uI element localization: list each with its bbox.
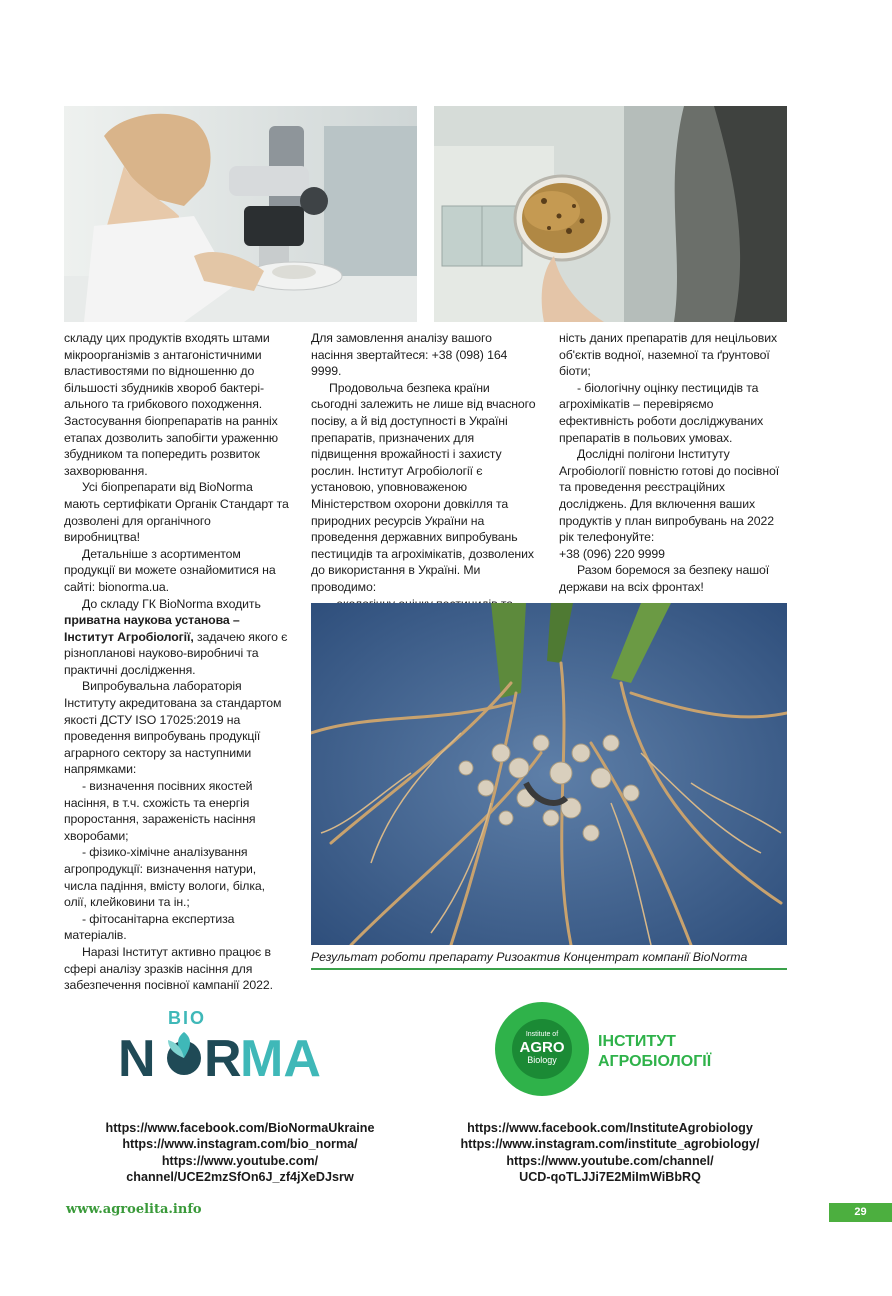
institute-agrobiology-logo xyxy=(494,1000,734,1098)
youtube-link[interactable]: https://www.youtube.com/ xyxy=(161,1153,319,1168)
instagram-link[interactable]: https://www.instagram.com/institute_agrobiology/ xyxy=(460,1137,760,1152)
badge-sub-text: Biology xyxy=(527,1055,557,1065)
paragraph: Наразі Інститут активно працює в сфері аналізу зразків насіння для забезпечення посівної кампанії 2022. xyxy=(64,944,273,993)
photo-caption: Результат роботи препарату Ризоактив Концентрат компанії BioNorma xyxy=(311,950,787,970)
institute-name-line1: ІНСТИТУТ xyxy=(598,1033,676,1050)
paragraph: Випробувальна лабораторія Інституту акредитована за стандартом якості ДСТУ ISO 17025:2019 на проведення випробувань продукції аграрного сектору за наступними напрямками: xyxy=(64,679,282,777)
instagram-link[interactable]: https://www.instagram.com/bio_norma/ xyxy=(122,1137,358,1152)
logo-ma-text: MA xyxy=(240,1030,321,1084)
roots-photo xyxy=(311,603,787,945)
paragraph-text: До складу ГК BioNorma входить xyxy=(82,596,261,611)
logo-n-letter: N xyxy=(118,1030,156,1084)
paragraph: Дослідні полігони Інституту Агробіології повністю готові до посівної та проведення реєстраційних досліджень. Для включення ваших продуктів у план випробувань на 2022 рік телефонуйте: xyxy=(559,447,780,545)
institute-name-line2: АГРОБІОЛОГІЇ xyxy=(598,1053,712,1070)
list-item: - фізико-хімічне аналізування агропродукції: визначення натури, числа падіння, вмісту вологи, білка, олії, клейковини та ін.; xyxy=(64,845,265,910)
youtube-link-cont[interactable]: channel/UCE2mzSfOn6J_zf4jXeDJsrw xyxy=(126,1170,354,1185)
footer-website[interactable]: www.agroelita.info xyxy=(66,1202,202,1217)
youtube-link-cont[interactable]: UCD-qoTLJJi7E2MiImWiBbRQ xyxy=(519,1170,701,1185)
paragraph: Детальніше з асортиментом продукції ви можете ознайомитися на сайті: bionorma.ua. xyxy=(64,546,276,594)
page-number: 29 xyxy=(829,1203,892,1222)
facebook-link[interactable]: https://www.facebook.com/BioNormaUkraine xyxy=(105,1121,375,1135)
paragraph: Для замовлення аналізу вашого насіння звертайтеся: +38 (098) 164 9999. xyxy=(311,331,508,379)
phone-number: +38 (096) 220 9999 xyxy=(559,546,665,561)
logo-bio-text: BIO xyxy=(168,1008,207,1028)
institute-links xyxy=(440,1120,780,1186)
bionorma-logo xyxy=(118,1004,363,1084)
badge-top-text: Institute of xyxy=(525,1031,559,1038)
microscope-photo xyxy=(64,106,417,322)
list-item: - визначення посівних якостей насіння, в т.ч. схожість та енергія проростання, зараженість насіння хворобами; xyxy=(64,779,256,843)
paragraph-text: задачею якого є різнопланові науково-виробничі та практичні дослідження. xyxy=(64,629,288,677)
text-column-2 xyxy=(311,330,536,629)
list-item: - фітосанітарна експертиза матеріалів. xyxy=(64,911,235,943)
paragraph: Усі біопрепарати від BioNorma мають сертифікати Органік Стандарт та дозволені для органічного виробництва! xyxy=(64,480,289,545)
leaf-icon xyxy=(167,1032,201,1075)
logo-r-letter: R xyxy=(204,1030,242,1084)
youtube-link[interactable]: https://www.youtube.com/channel/ xyxy=(506,1153,714,1168)
list-item: - біологічну оцінку пестицидів та агрохімікатів – перевіряємо ефективність роботи досліджуваних препаратів в польових умовах. xyxy=(559,380,764,445)
bionorma-links xyxy=(70,1120,410,1186)
paragraph xyxy=(64,596,289,679)
petri-dish-photo xyxy=(434,106,787,322)
paragraph: ність даних препаратів для нецільових об'єктів водної, наземної та ґрунтової біоти; xyxy=(559,331,778,379)
paragraph: Разом боремося за безпеку нашої держави на всіх фронтах! xyxy=(559,563,770,594)
facebook-link[interactable]: https://www.facebook.com/InstituteAgrobiology xyxy=(467,1121,753,1135)
paragraph: складу цих продуктів входять штами мікроорганізмів з антагоністичними властивостями по відношенню до більшості збудників хвороб бактері-ального та грибкового походження. Застосування біопрепаратів на ранніх етапах дозволить запобігти ураженню збудником та попередить розвиток захворювання. xyxy=(64,331,279,478)
paragraph: Продовольча безпека країни сьогодні залежить не лише від вчасного посіву, а й від доступності в Україні препаратів, призначених для підвищення врожайності і захисту рослин. Інститут Агробіології є установою, уповноваженою Міністерством охорони довкілля та природних ресурсів України на проведення державних випробувань пестицидів та агрохімікатів, дозволених до використання в Україні. Ми проводимо: xyxy=(311,380,536,594)
badge-main-text: AGRO xyxy=(519,1039,565,1056)
text-column-3 xyxy=(559,330,787,596)
text-column-1 xyxy=(64,330,289,994)
institute-emphasis: приватна наукова установа – Інститут Агробіології, xyxy=(64,613,240,644)
